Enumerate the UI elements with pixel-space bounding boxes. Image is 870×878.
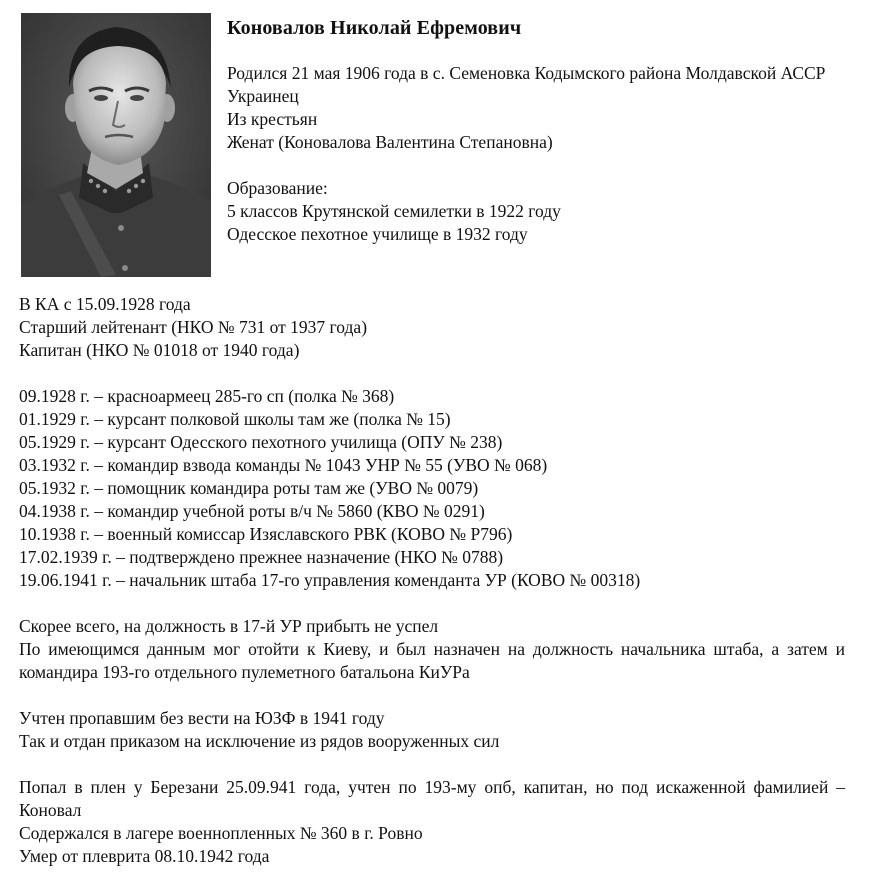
note-entry: Скорее всего, на должность в 17-й УР прибыть не успел	[19, 616, 439, 636]
rank-entry: Капитан (НКО № 01018 от 1940 года)	[19, 340, 300, 360]
rank-entry: Старший лейтенант (НКО № 731 от 1937 года)	[19, 317, 368, 337]
education-item: 5 классов Крутянской семилетки в 1922 году	[227, 201, 561, 221]
header-block	[227, 14, 844, 246]
education-label: Образование:	[227, 178, 328, 198]
service-entry: 10.1938 г. – военный комиссар Изяславского РВК (КОВО № Р796)	[19, 524, 513, 544]
spacer	[19, 592, 845, 615]
service-entry: 05.1932 г. – помощник командира роты там же (УВО № 0079)	[19, 478, 479, 498]
spacer	[19, 684, 845, 707]
rank-entry: В КА с 15.09.1928 года	[19, 294, 191, 314]
portrait-image	[21, 13, 211, 277]
portrait-photo	[21, 13, 211, 277]
birth-info: Родился 21 мая 1906 года в с. Семеновка Кодымского района Молдавской АССР	[227, 63, 826, 83]
service-entry: 03.1932 г. – командир взвода команды № 1043 УНР № 55 (УВО № 068)	[19, 455, 548, 475]
social-origin: Из крестьян	[227, 109, 318, 129]
spacer	[19, 753, 845, 776]
biography-body	[19, 293, 845, 868]
spacer	[227, 154, 844, 177]
note-entry: По имеющимся данным мог отойти к Киеву, и был назначен на должность начальника штаба, а затем и командира 193-го отдельного пулеметного батальона КиУРа	[19, 639, 845, 682]
service-entry: 19.06.1941 г. – начальник штаба 17-го управления коменданта УР (КОВО № 00318)	[19, 570, 641, 590]
spacer	[19, 362, 845, 385]
nationality: Украинец	[227, 86, 299, 106]
service-entry: 09.1928 г. – красноармеец 285-го сп (полка № 368)	[19, 386, 395, 406]
captivity-entry: Умер от плеврита 08.10.1942 года	[19, 846, 270, 866]
service-entry: 01.1929 г. – курсант полковой школы там же (полка № 15)	[19, 409, 451, 429]
family-status: Женат (Коновалова Валентина Степановна)	[227, 132, 553, 152]
service-entry: 05.1929 г. – курсант Одесского пехотного училища (ОПУ № 238)	[19, 432, 503, 452]
missing-entry: Так и отдан приказом на исключение из рядов вооруженных сил	[19, 731, 500, 751]
captivity-entry: Содержался в лагере военнопленных № 360 в г. Ровно	[19, 823, 423, 843]
education-item: Одесское пехотное училище в 1932 году	[227, 224, 528, 244]
missing-entry: Учтен пропавшим без вести на ЮЗФ в 1941 году	[19, 708, 385, 728]
service-entry: 17.02.1939 г. – подтверждено прежнее назначение (НКО № 0788)	[19, 547, 504, 567]
person-name: Коновалов Николай Ефремович	[227, 17, 522, 39]
captivity-entry: Попал в плен у Березани 25.09.941 года, учтен по 193-му опб, капитан, но под искаженной фамилией – Коновал	[19, 777, 845, 820]
service-entry: 04.1938 г. – командир учебной роты в/ч № 5860 (КВО № 0291)	[19, 501, 485, 521]
